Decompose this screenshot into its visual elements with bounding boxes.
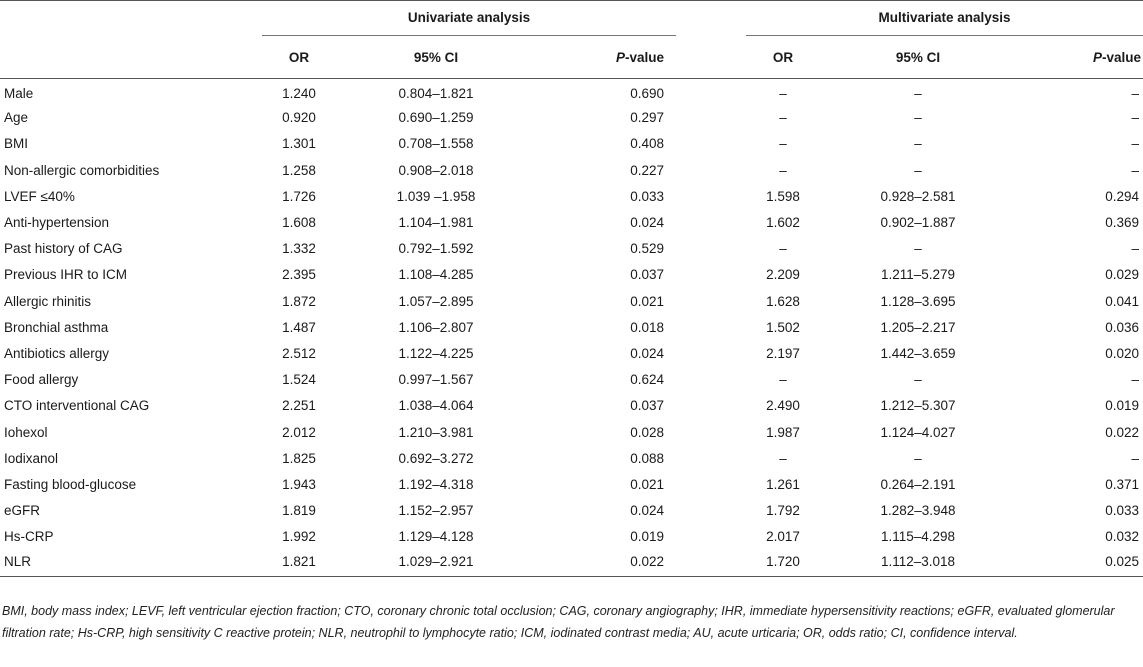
multivariate-ci: – (914, 86, 922, 102)
spacer-cell (676, 236, 746, 262)
p-italic: P (1093, 49, 1103, 65)
univariate-or: 1.821 (262, 550, 336, 576)
table-row (0, 236, 1143, 262)
univariate-or: 1.258 (282, 162, 316, 178)
row-label: Anti-hypertension (4, 215, 110, 231)
univariate-or: 1.819 (282, 503, 316, 519)
spacer-cell (676, 288, 746, 314)
univariate-group-header: Univariate analysis (262, 0, 676, 36)
univariate-ci: 1.029–2.921 (336, 550, 536, 576)
multivariate-p: 0.036 (1105, 319, 1140, 335)
table-row (0, 105, 1143, 131)
univariate-ci: 0.804–1.821 (398, 86, 474, 102)
univariate-ci: 1.039 –1.958 (396, 188, 476, 204)
univariate-p: 0.021 (630, 293, 665, 309)
multivariate-ci: 1.124–4.027 (880, 424, 956, 440)
table-row (0, 393, 1143, 419)
p-italic: P (615, 49, 625, 65)
table-row (0, 314, 1143, 340)
multivariate-ci: – (914, 110, 922, 126)
table-row (0, 419, 1143, 445)
table-row (0, 340, 1143, 366)
spacer-cell (676, 157, 746, 183)
multivariate-ci: 1.128–3.695 (880, 293, 956, 309)
row-label: Previous IHR to ICM (4, 267, 128, 283)
spacer-cell (676, 445, 746, 471)
univariate-ci: 0.997–1.567 (398, 372, 474, 388)
univariate-or: 1.487 (282, 319, 316, 335)
table-row (0, 209, 1143, 235)
row-label: eGFR (4, 503, 41, 519)
row-label: Iohexol (4, 424, 48, 440)
spacer-cell (676, 209, 746, 235)
multivariate-p: 0.371 (1105, 476, 1140, 492)
multivariate-group-header: Multivariate analysis (746, 0, 1143, 36)
univariate-p: 0.021 (630, 476, 665, 492)
multivariate-ci: 1.442–3.659 (880, 345, 956, 361)
univariate-or-header: OR (262, 36, 336, 79)
label-column-header (0, 36, 262, 79)
univariate-p: 0.088 (630, 450, 665, 466)
univariate-ci: 0.792–1.592 (398, 241, 474, 257)
table-row (0, 157, 1143, 183)
spacer-cell (676, 419, 746, 445)
spacer-cell (676, 393, 746, 419)
univariate-or: 1.301 (282, 136, 316, 152)
row-label: BMI (4, 136, 29, 152)
multivariate-ci: – (914, 162, 922, 178)
table-body (0, 79, 1143, 577)
univariate-p: 0.033 (630, 188, 665, 204)
univariate-ci: 0.690–1.259 (398, 110, 474, 126)
univariate-ci: 0.908–2.018 (398, 162, 474, 178)
row-label: Hs-CRP (4, 529, 54, 545)
univariate-ci: 0.692–3.272 (398, 450, 474, 466)
univariate-or: 2.012 (282, 424, 316, 440)
univariate-or: 1.240 (282, 86, 316, 102)
univariate-ci: 1.210–3.981 (398, 424, 474, 440)
multivariate-p: – (1131, 136, 1140, 152)
table-row (0, 445, 1143, 471)
univariate-ci: 1.129–4.128 (398, 529, 474, 545)
table-row (0, 367, 1143, 393)
multivariate-or: – (779, 450, 787, 466)
row-label: NLR (0, 550, 262, 576)
row-label: Past history of CAG (4, 241, 123, 257)
multivariate-ci: – (914, 241, 922, 257)
multivariate-p: 0.033 (1105, 503, 1140, 519)
univariate-or: 1.524 (282, 372, 316, 388)
univariate-p: 0.028 (630, 424, 665, 440)
multivariate-or: 1.502 (766, 319, 800, 335)
multivariate-or: – (779, 241, 787, 257)
univariate-ci: 1.192–4.318 (398, 476, 474, 492)
row-label: CTO interventional CAG (4, 398, 150, 414)
multivariate-p: – (1131, 450, 1140, 466)
multivariate-or: 1.598 (766, 188, 800, 204)
multivariate-or: – (779, 372, 787, 388)
multivariate-ci: – (914, 136, 922, 152)
multivariate-or: 2.490 (766, 398, 800, 414)
multivariate-or: 2.017 (766, 529, 800, 545)
univariate-p: 0.024 (630, 503, 665, 519)
spacer-cell (676, 183, 746, 209)
multivariate-ci: 1.205–2.217 (880, 319, 956, 335)
spacer-cell (676, 498, 746, 524)
multivariate-ci-header: 95% CI (820, 36, 1016, 79)
spacer-cell (676, 105, 746, 131)
univariate-p: 0.624 (630, 372, 665, 388)
row-label: Fasting blood-glucose (4, 476, 137, 492)
multivariate-ci: 1.211–5.279 (880, 267, 956, 283)
row-label: Age (4, 110, 29, 126)
multivariate-or: 1.792 (766, 503, 800, 519)
multivariate-or: 1.261 (766, 476, 800, 492)
univariate-p: 0.024 (630, 345, 665, 361)
multivariate-or-header: OR (746, 36, 820, 79)
multivariate-or: 2.197 (766, 345, 800, 361)
univariate-ci: 1.152–2.957 (398, 503, 474, 519)
univariate-p: 0.037 (630, 398, 665, 414)
table-row (0, 524, 1143, 550)
univariate-ci: 1.104–1.981 (398, 215, 474, 231)
multivariate-p: 0.041 (1105, 293, 1140, 309)
row-label: Antibiotics allergy (4, 345, 110, 361)
spacer-cell (676, 79, 746, 105)
multivariate-p: 0.032 (1105, 529, 1140, 545)
multivariate-p: 0.022 (1105, 424, 1140, 440)
spacer-cell (676, 524, 746, 550)
multivariate-p: – (1131, 241, 1140, 257)
table-row (0, 498, 1143, 524)
univariate-or: 1.726 (282, 188, 316, 204)
column-header-row (0, 36, 1143, 79)
univariate-p: 0.690 (630, 86, 665, 102)
row-label: LVEF ≤40% (4, 188, 75, 204)
univariate-p: 0.024 (630, 215, 665, 231)
multivariate-ci: 1.112–3.018 (820, 550, 1016, 576)
multivariate-ci: 1.282–3.948 (880, 503, 956, 519)
multivariate-p: 0.020 (1105, 345, 1140, 361)
spacer-header-cell (676, 36, 746, 79)
univariate-or: 1.332 (282, 241, 316, 257)
multivariate-or: – (779, 162, 787, 178)
p-suffix: -value (1102, 49, 1142, 65)
univariate-or: 1.825 (282, 450, 316, 466)
multivariate-ci: 1.115–4.298 (880, 529, 956, 545)
table-row (0, 262, 1143, 288)
multivariate-p: 0.294 (1105, 188, 1140, 204)
table-row (0, 288, 1143, 314)
table-row (0, 183, 1143, 209)
spacer-header-cell (676, 0, 746, 36)
univariate-p: 0.408 (630, 136, 665, 152)
univariate-or: 0.920 (282, 110, 316, 126)
univariate-p: 0.227 (630, 162, 665, 178)
multivariate-p: – (1131, 372, 1140, 388)
multivariate-p: – (1131, 86, 1140, 102)
multivariate-p: 0.029 (1105, 267, 1140, 283)
univariate-ci: 1.057–2.895 (398, 293, 474, 309)
group-header-row (0, 0, 1143, 36)
table-row (0, 79, 1143, 105)
univariate-ci: 1.038–4.064 (398, 398, 474, 414)
multivariate-p: 0.025 (1016, 550, 1143, 576)
univariate-p: 0.037 (630, 267, 665, 283)
p-suffix: -value (625, 49, 665, 65)
multivariate-p: – (1131, 162, 1140, 178)
table-row (0, 131, 1143, 157)
spacer-cell (676, 471, 746, 497)
multivariate-or: 1.987 (766, 424, 800, 440)
row-label: Food allergy (4, 372, 79, 388)
multivariate-p: 0.369 (1105, 215, 1140, 231)
spacer-cell (676, 340, 746, 366)
spacer-cell (676, 262, 746, 288)
univariate-or: 1.872 (282, 293, 316, 309)
univariate-or: 1.608 (282, 215, 316, 231)
spacer-cell (676, 131, 746, 157)
multivariate-ci: – (914, 372, 922, 388)
multivariate-ci: 0.264–2.191 (880, 476, 956, 492)
univariate-or: 2.395 (282, 267, 316, 283)
univariate-p: 0.297 (630, 110, 665, 126)
univariate-ci: 1.106–2.807 (398, 319, 474, 335)
univariate-p-header (536, 36, 676, 79)
multivariate-p-header (1016, 36, 1143, 79)
univariate-ci: 0.708–1.558 (398, 136, 474, 152)
multivariate-or: – (779, 136, 787, 152)
multivariate-or: 2.209 (766, 267, 800, 283)
multivariate-or: 1.602 (766, 215, 800, 231)
multivariate-ci: 1.212–5.307 (880, 398, 956, 414)
row-label: Male (4, 86, 34, 102)
empty-header-cell (0, 0, 262, 36)
univariate-ci: 1.108–4.285 (398, 267, 474, 283)
univariate-or: 2.512 (282, 345, 316, 361)
multivariate-p: 0.019 (1105, 398, 1140, 414)
multivariate-or: – (779, 86, 787, 102)
row-label: Bronchial asthma (4, 319, 109, 335)
univariate-ci: 1.122–4.225 (398, 345, 474, 361)
row-label: Allergic rhinitis (4, 293, 92, 309)
multivariate-ci: 0.902–1.887 (880, 215, 956, 231)
univariate-p: 0.018 (630, 319, 665, 335)
univariate-p: 0.019 (630, 529, 665, 545)
spacer-cell (676, 367, 746, 393)
table-row (0, 471, 1143, 497)
table-footnote: BMI, body mass index; LEVF, left ventricular ejection fraction; CTO, coronary chronic total occlusion; CAG, coronary angiography; IHR, immediate hypersensitivity reactions; eGFR, evaluated glomerular filtration rate; Hs-CRP, high sensitivity C reactive protein; NLR, neutrophil to lymphocyte ratio; ICM, iodinated contrast media; AU, acute urticaria; OR, odds ratio; CI, confidence interval. (2, 604, 1115, 640)
multivariate-or: 1.720 (746, 550, 820, 576)
table-row (0, 550, 1143, 576)
multivariate-or: 1.628 (766, 293, 800, 309)
univariate-or: 1.992 (282, 529, 316, 545)
row-label: Iodixanol (4, 450, 59, 466)
multivariate-ci: 0.928–2.581 (880, 188, 956, 204)
row-label: Non-allergic comorbidities (4, 162, 160, 178)
univariate-or: 1.943 (282, 476, 316, 492)
univariate-p: 0.022 (536, 550, 676, 576)
univariate-or: 2.251 (282, 398, 316, 414)
univariate-ci-header: 95% CI (336, 36, 536, 79)
spacer-cell (676, 314, 746, 340)
multivariate-p: – (1131, 110, 1140, 126)
multivariate-or: – (779, 110, 787, 126)
multivariate-ci: – (914, 450, 922, 466)
univariate-p: 0.529 (630, 241, 665, 257)
spacer-cell (676, 550, 746, 576)
